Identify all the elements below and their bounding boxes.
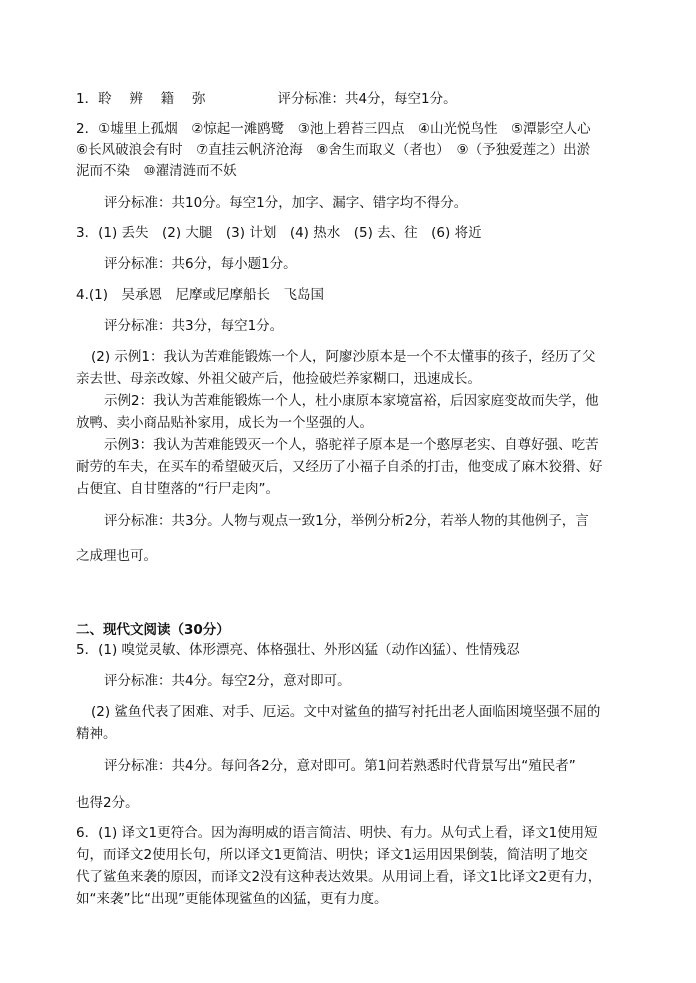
section2-heading: 二、现代文阅读（30分） (76, 622, 230, 638)
q5-criteria2-line1: 评分标准：共4分。每问各2分，意对即可。第1问若熟悉时代背景写出“殖民者” (104, 758, 576, 774)
q2-line3: 泥而不染 ⑩濯清涟而不妖 (76, 163, 237, 179)
q1-criteria: 评分标准：共4分，每空1分。 (277, 91, 457, 107)
q4-criteria2-line2: 之成理也可。 (76, 548, 157, 564)
q6-line4: 如“来袭”比“出现”更能体现鲨鱼的凶猛，更有力度。 (76, 891, 388, 907)
q4-answer: 4.(1) 吴承恩 尼摩或尼摩船长 飞岛国 (76, 287, 325, 303)
q3-criteria: 评分标准：共6分，每小题1分。 (104, 256, 297, 272)
q5-criteria2-line2: 也得2分。 (76, 795, 139, 811)
q2-line2: ⑥长风破浪会有时 ⑦直挂云帆济沧海 ⑧舍生而取义（者也） ⑨（予独爱莲之）出淤 (76, 142, 591, 158)
q4-part2-line6: 耐劳的车夫，在买车的希望破灭后，又经历了小福子自杀的打击，他变成了麻木狡猾、好 (76, 459, 603, 475)
q4-part2-line4: 放鸭、卖小商品贴补家用，成长为一个坚强的人。 (76, 415, 373, 431)
q2-line1: 2．①墟里上孤烟 ②惊起一滩鸥鹭 ③池上碧苔三四点 ④山光悦鸟性 ⑤潭影空人心 (76, 121, 591, 137)
q4-part2-line1: (2) 示例1：我认为苦难能锻炼一个人，阿廖沙原本是一个不太懂事的孩子，经历了父 (91, 349, 596, 365)
q5-criteria1: 评分标准：共4分。每空2分，意对即可。 (104, 673, 351, 689)
q5-answer1: 5．(1) 嗅觉灵敏、体形漂亮、体格强壮、外形凶猛（动作凶猛）、性情残忍 (76, 642, 520, 658)
q6-line2: 句，而译文2使用长句，所以译文1更简洁、明快；译文1运用因果倒装，简洁明了地交 (76, 847, 588, 863)
q1-answer: 1．聆 辨 籍 弥 (76, 91, 206, 107)
q4-part2-line2: 亲去世、母亲改嫁、外祖父破产后，他捡破烂养家糊口，迅速成长。 (76, 371, 481, 387)
q3-answer: 3．(1) 丢失 (2) 大腿 (3) 计划 (4) 热水 (5) 去、往 (6) 将近 (76, 225, 482, 241)
q5-answer2-line1: (2) 鲨鱼代表了困难、对手、厄运。文中对鲨鱼的描写衬托出老人面临困境坚强不屈的 (91, 704, 601, 720)
q6-line1: 6．(1) 译文1更符合。因为海明威的语言简洁、明快、有力。从句式上看，译文1使用短 (76, 825, 598, 841)
q5-answer2-line2: 精神。 (76, 726, 117, 742)
q2-criteria: 评分标准：共10分。每空1分，加字、漏字、错字均不得分。 (104, 195, 468, 211)
q4-part2-line3: 示例2：我认为苦难能锻炼一个人，杜小康原本家境富裕，后因家庭变故而失学，他 (104, 393, 599, 409)
q4-part2-line7: 占便宜、自甘堕落的“行尸走肉”。 (76, 481, 279, 497)
q4-criteria: 评分标准：共3分，每空1分。 (104, 318, 284, 334)
q6-line3: 代了鲨鱼来袭的原因，而译文2没有这种表达效果。从用词上看，译文1比译文2更有力， (76, 869, 602, 885)
q4-criteria2-line1: 评分标准：共3分。人物与观点一致1分，举例分析2分，若举人物的其他例子，言 (104, 513, 589, 529)
q1-answer-line (76, 88, 457, 110)
q4-part2-line5: 示例3：我认为苦难能毁灭一个人，骆驼祥子原本是一个憨厚老实、自尊好强、吃苦 (104, 437, 599, 453)
